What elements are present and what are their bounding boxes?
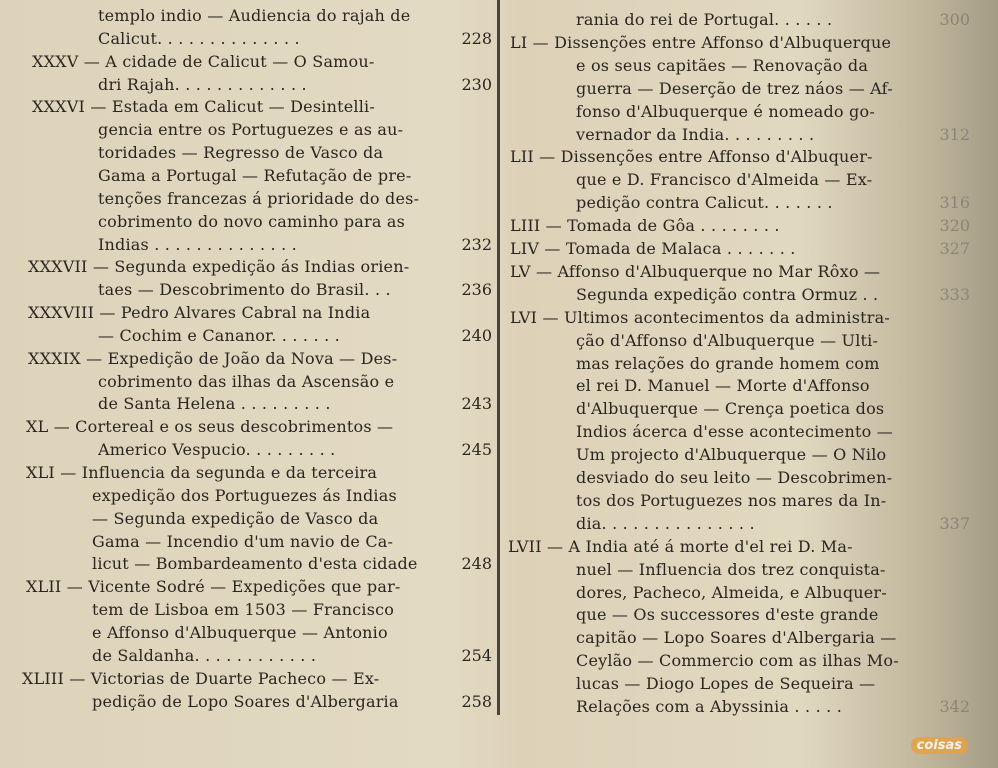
toc-line: XLIII — Victorias de Duarte Pacheco — Ex- — [22, 669, 380, 688]
toc-line: mas relações do grande homem com — [576, 354, 880, 373]
toc-line: de Santa Helena . . . . . . . . . — [98, 394, 331, 413]
toc-page-number: 312 — [939, 125, 970, 144]
toc-page-number: 232 — [461, 235, 492, 254]
toc-line: ção d'Affonso d'Albuquerque — Ulti- — [576, 331, 879, 350]
toc-line: d'Albuquerque — Crença poetica dos — [576, 399, 885, 418]
toc-line: cobrimento do novo caminho para as — [98, 212, 406, 231]
toc-line: que e D. Francisco d'Almeida — Ex- — [576, 170, 873, 189]
toc-page-number: 337 — [939, 514, 970, 533]
toc-line: licut — Bombardeamento d'esta cidade — [92, 554, 418, 573]
toc-line: Indias . . . . . . . . . . . . . . — [98, 235, 297, 254]
toc-line: tos dos Portuguezes nos mares da In- — [576, 491, 887, 510]
toc-line: LVII — A India até á morte d'el rei D. Ma- — [508, 537, 853, 556]
toc-line: templo indio — Audiencia do rajah de — [98, 6, 411, 25]
toc-line: XL — Cortereal e os seus descobrimentos — — [26, 417, 394, 436]
toc-page-number: 240 — [461, 326, 492, 345]
toc-line: capitão — Lopo Soares d'Albergaria — — [576, 628, 897, 647]
toc-line: Ceylão — Commercio com as ilhas Mo- — [576, 651, 899, 670]
toc-line: dia. . . . . . . . . . . . . . . — [576, 514, 755, 533]
toc-line: e os seus capitães — Renovação da — [576, 56, 869, 75]
toc-line: pedição contra Calicut. . . . . . . — [576, 193, 833, 212]
toc-line: guerra — Deserção de trez náos — Af- — [576, 79, 893, 98]
toc-line: Americo Vespucio. . . . . . . . . — [98, 440, 336, 459]
toc-line: Calicut. . . . . . . . . . . . . . — [98, 29, 300, 48]
toc-line: lucas — Diogo Lopes de Sequeira — — [576, 674, 876, 693]
toc-line: cobrimento das ilhas da Ascensão e — [98, 372, 395, 391]
toc-line: vernador da India. . . . . . . . . — [576, 125, 815, 144]
toc-line: XLII — Vicente Sodré — Expedições que par- — [26, 577, 401, 596]
toc-line: expedição dos Portuguezes ás Indias — [92, 486, 397, 505]
toc-line: LIV — Tomada de Malaca . . . . . . . — [510, 239, 796, 258]
column-divider — [497, 0, 500, 715]
watermark-logo: coisas — [911, 737, 968, 754]
toc-line: XLI — Influencia da segunda e da terceira — [26, 463, 378, 482]
toc-line: XXXIX — Expedição de João da Nova — Des- — [28, 349, 398, 368]
toc-line: desviado do seu leito — Descobrimen- — [576, 468, 893, 487]
toc-line: Relações com a Abyssinia . . . . . — [576, 697, 843, 716]
toc-page-number: 245 — [461, 440, 492, 459]
toc-line: LV — Affonso d'Albuquerque no Mar Rôxo — — [510, 262, 881, 281]
toc-line: tenções francezas á prioridade do des- — [98, 189, 420, 208]
toc-line: LI — Dissenções entre Affonso d'Albuquerque — [510, 33, 892, 52]
toc-page-number: 342 — [939, 697, 970, 716]
toc-line: XXXVI — Estada em Calicut — Desintelli- — [32, 97, 375, 116]
toc-line: que — Os successores d'este grande — [576, 605, 879, 624]
toc-line: — Segunda expedição de Vasco da — [92, 509, 379, 528]
toc-page-number: 333 — [939, 285, 970, 304]
toc-line: de Saldanha. . . . . . . . . . . . — [92, 646, 317, 665]
toc-line: Segunda expedição contra Ormuz . . — [576, 285, 879, 304]
toc-line: dores, Pacheco, Almeida, e Albuquer- — [576, 583, 887, 602]
toc-line: Gama a Portugal — Refutação de pre- — [98, 166, 412, 185]
toc-page-number: 327 — [939, 239, 970, 258]
toc-line: XXXVII — Segunda expedição ás Indias orien- — [28, 257, 410, 276]
toc-page-number: 248 — [461, 554, 492, 573]
toc-line: Um projecto d'Albuquerque — O Nilo — [576, 445, 887, 464]
toc-page-number: 300 — [939, 10, 970, 29]
toc-line: e Affonso d'Albuquerque — Antonio — [92, 623, 388, 642]
toc-line: XXXVIII — Pedro Alvares Cabral na India — [28, 303, 371, 322]
toc-line: Indios ácerca d'esse acontecimento — — [576, 422, 893, 441]
toc-line: gencia entre os Portuguezes e as au- — [98, 120, 404, 139]
toc-line: XXXV — A cidade de Calicut — O Samou- — [32, 52, 375, 71]
toc-page-number: 316 — [939, 193, 970, 212]
toc-page-number: 258 — [461, 692, 492, 711]
toc-line: LVI — Ultimos acontecimentos da administra- — [510, 308, 890, 327]
toc-line: LIII — Tomada de Gôa . . . . . . . . — [510, 216, 780, 235]
toc-line: rania do rei de Portugal. . . . . . — [576, 10, 833, 29]
toc-line: LII — Dissenções entre Affonso d'Albuquer- — [510, 147, 873, 166]
toc-line: dri Rajah. . . . . . . . . . . . . — [98, 75, 307, 94]
toc-line: Gama — Incendio d'um navio de Ca- — [92, 532, 394, 551]
toc-page-number: 254 — [461, 646, 492, 665]
toc-page-number: 236 — [461, 280, 492, 299]
toc-page-number: 230 — [461, 75, 492, 94]
toc-line: pedição de Lopo Soares d'Albergaria — [92, 692, 399, 711]
toc-line: toridades — Regresso de Vasco da — [98, 143, 384, 162]
toc-page-number: 228 — [461, 29, 492, 48]
toc-line: nuel — Influencia dos trez conquista- — [576, 560, 886, 579]
toc-line: — Cochim e Cananor. . . . . . . — [98, 326, 340, 345]
toc-line: taes — Descobrimento do Brasil. . . — [98, 280, 391, 299]
toc-line: el rei D. Manuel — Morte d'Affonso — [576, 376, 870, 395]
toc-line: tem de Lisboa em 1503 — Francisco — [92, 600, 395, 619]
toc-line: fonso d'Albuquerque é nomeado go- — [576, 102, 875, 121]
toc-page-number: 320 — [939, 216, 970, 235]
toc-page-number: 243 — [461, 394, 492, 413]
